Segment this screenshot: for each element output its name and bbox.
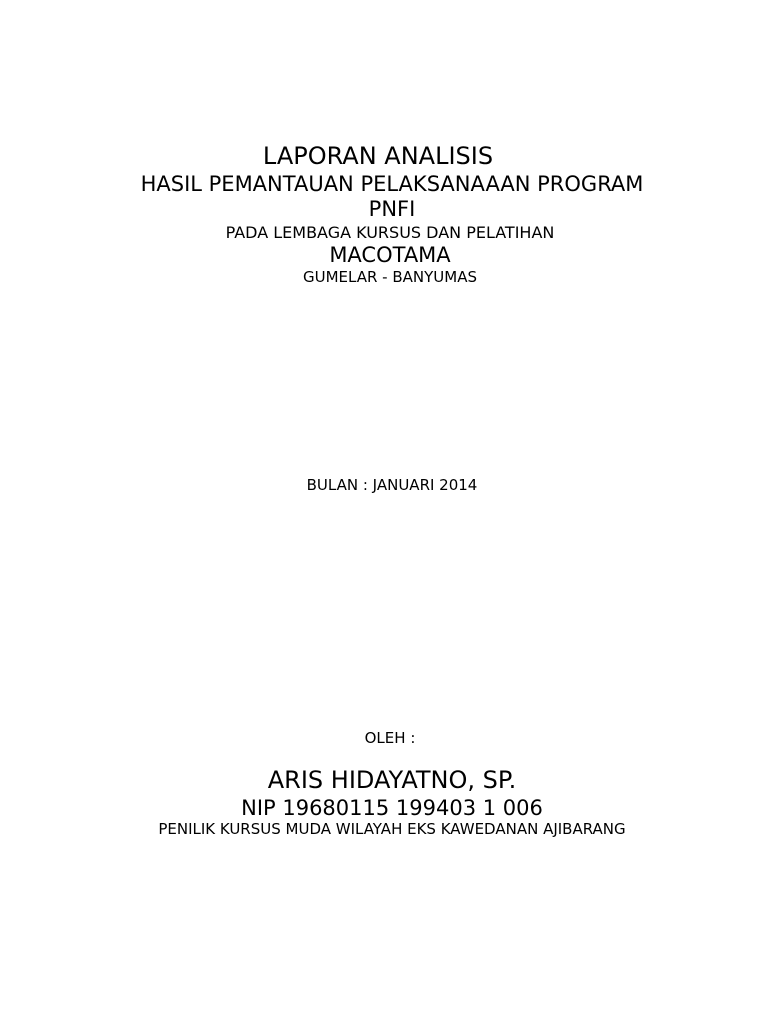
by-label: OLEH :	[364, 729, 416, 747]
institution-location: GUMELAR - BANYUMAS	[303, 268, 477, 286]
author-name: ARIS HIDAYATNO, SP.	[267, 766, 517, 794]
author-position: PENILIK KURSUS MUDA WILAYAH EKS KAWEDANAN AJIBARANG	[158, 820, 626, 838]
institution-prefix: PADA LEMBAGA KURSUS DAN PELATIHAN	[225, 223, 555, 242]
institution-name: MACOTAMA	[329, 243, 451, 267]
report-subtitle-line2: PNFI	[368, 197, 416, 221]
report-title: LAPORAN ANALISIS	[262, 142, 494, 170]
report-period: BULAN : JANUARI 2014	[306, 476, 478, 494]
author-nip: NIP 19680115 199403 1 006	[241, 796, 543, 820]
report-subtitle-line1: HASIL PEMANTAUAN PELAKSANAAAN PROGRAM	[140, 172, 644, 196]
